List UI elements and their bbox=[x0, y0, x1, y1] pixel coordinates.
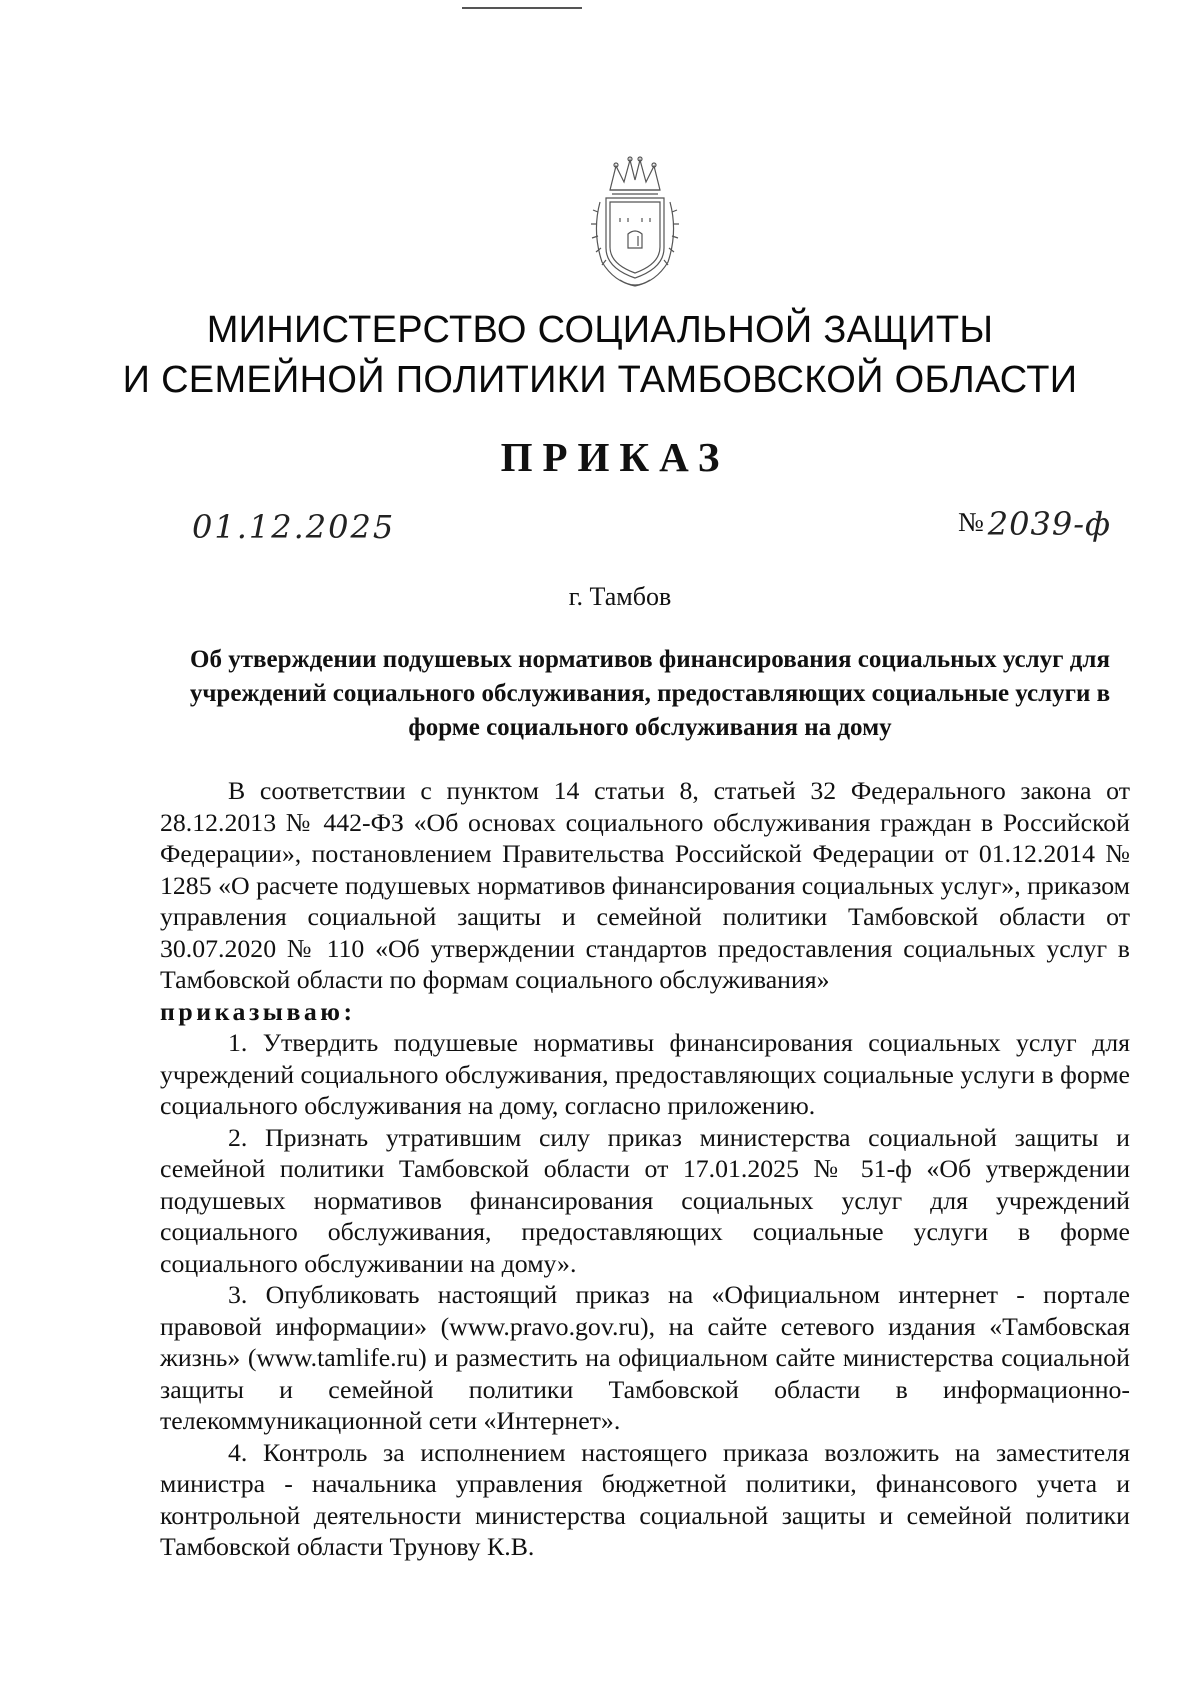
number-sign: № bbox=[958, 507, 984, 537]
item-3: 3. Опубликовать настоящий приказ на «Официальном интернет - портале правовой информации» (www.pravo.gov.ru), на сайте сетевого издания «Тамбовская жизнь» (www.tamlife.ru) и разместить на официальном сайте министерства социальной защиты и семейной политики Тамбовской области в информационно-телекоммуникационной сети «Интернет». bbox=[160, 1280, 1130, 1435]
ministry-name-line-1: МИНИСТЕРСТВО СОЦИАЛЬНОЙ ЗАЩИТЫ bbox=[206, 309, 994, 351]
order-title: ПРИКАЗ bbox=[500, 434, 730, 480]
number-value: 2039-ф bbox=[987, 505, 1112, 543]
item-2: 2. Признать утратившим силу приказ министерства социальной защиты и семейной политики Тамбовской области от 17.01.2025 № 51-ф «Об утверждении подушевых нормативов финансирования социальных услуг для учреждений социального обслуживания, предоставляющих социальные услуги в форме социального обслуживании на дому». bbox=[160, 1122, 1130, 1278]
ministry-name-line-2: И СЕМЕЙНОЙ ПОЛИТИКИ ТАМБОВСКОЙ ОБЛАСТИ bbox=[122, 359, 1078, 401]
order-body bbox=[160, 775, 1130, 1563]
top-divider bbox=[462, 7, 582, 9]
order-subject: Об утверждении подушевых нормативов финансирования социальных услуг для учреждений социального обслуживания, предоставляющих социальные услуги в форме социального обслуживания на дому bbox=[189, 646, 1111, 741]
decree-word-line bbox=[160, 996, 1130, 1028]
item-4: 4. Контроль за исполнением настоящего приказа возложить на заместителя министра - начальника управления бюджетной политики, финансового учета и контрольной деятельности министерства социальной защиты и семейной политики Тамбовской области Трунову К.В. bbox=[160, 1437, 1130, 1561]
item-1: 1. Утвердить подушевые нормативы финансирования социальных услуг для учреждений социального обслуживания, предоставляющих социальные услуги в форме социального обслуживания на дому, согласно приложению. bbox=[160, 1028, 1130, 1120]
city: г. Тамбов bbox=[568, 582, 672, 611]
ministry-header bbox=[0, 305, 1200, 405]
decree-word: приказываю: bbox=[160, 996, 356, 1026]
order-date: 01.12.2025 bbox=[192, 508, 396, 546]
coat-of-arms-icon bbox=[580, 152, 690, 292]
order-number bbox=[958, 505, 1111, 543]
preamble: В соответствии с пунктом 14 статьи 8, статьей 32 Федерального закона от 28.12.2013 № 442-ФЗ «Об основах социального обслуживания граждан в Российской Федерации», постановлением Правительства Российской Федерации от 01.12.2014 № 1285 «О расчете подушевых нормативов финансирования социальных услуг», приказом управления социальной защиты и семейной политики Тамбовской области от 30.07.2020 № 110 «Об утверждении стандартов предоставления социальных услуг в Тамбовской области по формам социального обслуживания» bbox=[160, 776, 1130, 994]
